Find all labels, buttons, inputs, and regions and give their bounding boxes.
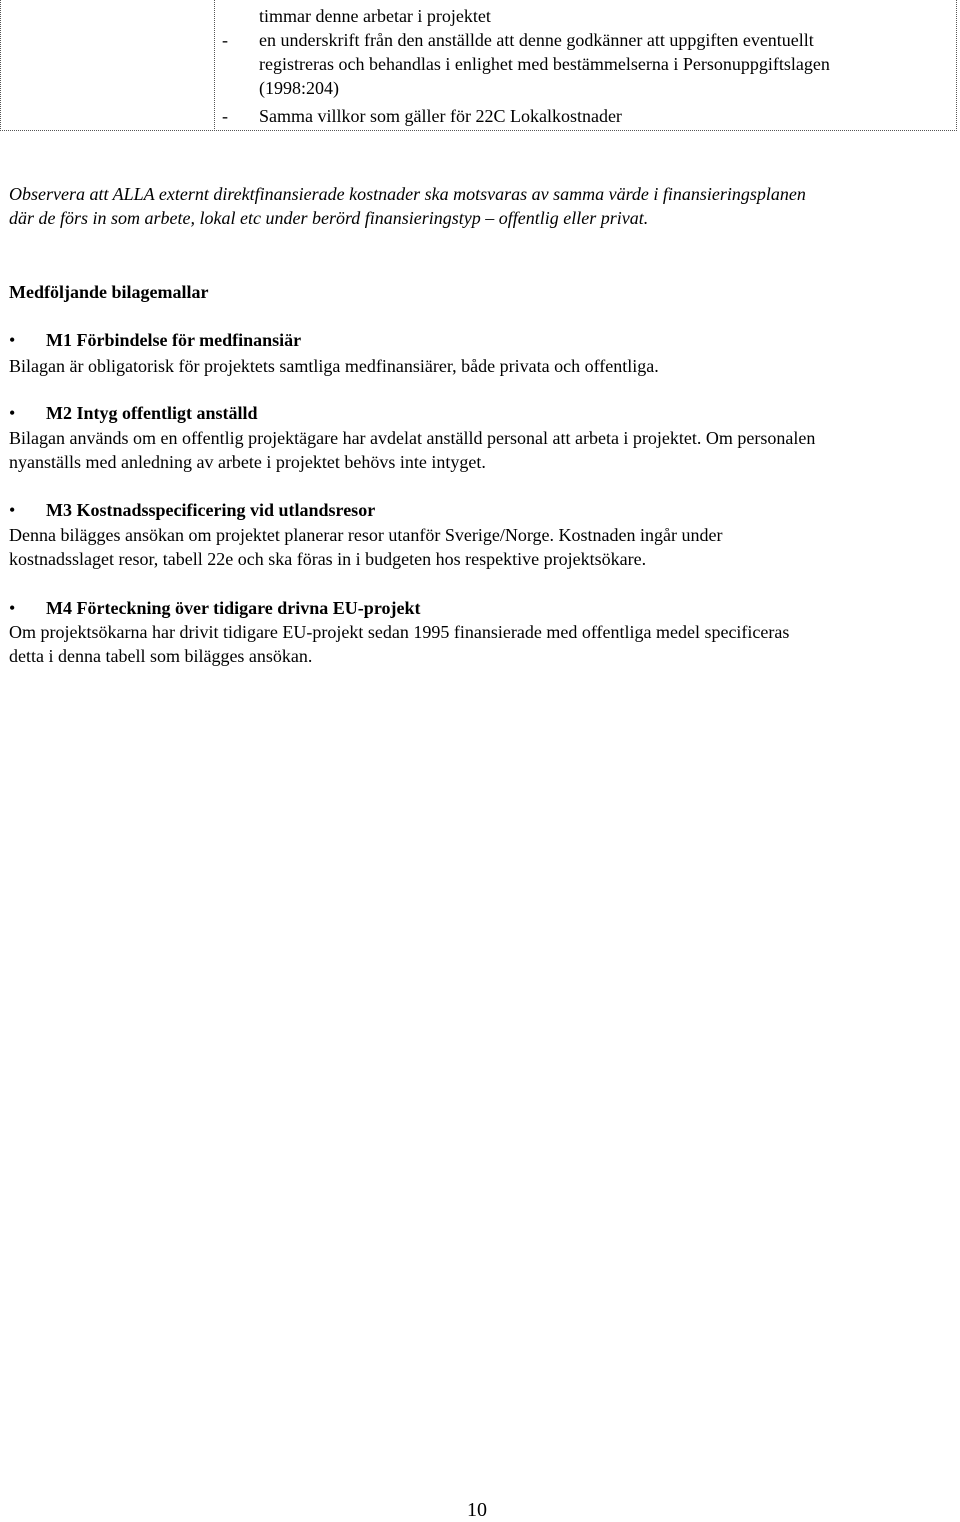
appendix-description: detta i denna tabell som bilägges ansökan. <box>9 646 313 666</box>
list-dash: - <box>222 106 228 126</box>
appendix-title-m2: M2 Intyg offentligt anställd <box>46 403 258 423</box>
appendix-title-m4: M4 Förteckning över tidigare drivna EU-projekt <box>46 598 421 618</box>
appendix-description: Denna bilägges ansökan om projektet planerar resor utanför Sverige/Norge. Kostnaden ingår under <box>9 525 723 545</box>
bullet-icon: • <box>9 500 16 520</box>
note-line: Observera att ALLA externt direktfinansierade kostnader ska motsvaras av samma värde i finansieringsplanen <box>9 184 806 204</box>
table-text-line: registreras och behandlas i enlighet med bestämmelserna i Personuppgiftslagen <box>259 54 830 74</box>
page-number: 10 <box>467 1499 487 1521</box>
table-text-line: Samma villkor som gäller för 22C Lokalkostnader <box>259 106 622 126</box>
bullet-icon: • <box>9 598 16 618</box>
section-heading: Medföljande bilagemallar <box>9 282 209 302</box>
bullet-icon: • <box>9 403 16 423</box>
appendix-description: Om projektsökarna har drivit tidigare EU-projekt sedan 1995 finansierade med offentliga medel specificeras <box>9 622 790 642</box>
appendix-title-m3: M3 Kostnadsspecificering vid utlandsresor <box>46 500 376 520</box>
appendix-title-m1: M1 Förbindelse för medfinansiär <box>46 330 302 350</box>
table-text-line: en underskrift från den anställde att denne godkänner att uppgiften eventuellt <box>259 30 814 50</box>
appendix-description: Bilagan används om en offentlig projektägare har avdelat anställd personal att arbeta i projektet. Om personalen <box>9 428 816 448</box>
table-text-line: timmar denne arbetar i projektet <box>259 6 491 26</box>
bullet-icon: • <box>9 330 16 350</box>
note-line: där de förs in som arbete, lokal etc under berörd finansieringstyp – offentlig eller privat. <box>9 208 649 228</box>
appendix-description: kostnadsslaget resor, tabell 22e och ska föras in i budgeten hos respektive projektsökare. <box>9 549 647 569</box>
table-column-divider <box>214 0 215 131</box>
appendix-description: nyanställs med anledning av arbete i projektet behövs inte intyget. <box>9 452 486 472</box>
table-text-line: (1998:204) <box>259 78 339 98</box>
appendix-description: Bilagan är obligatorisk för projektets samtliga medfinansiärer, både privata och offentliga. <box>9 356 659 376</box>
list-dash: - <box>222 30 228 50</box>
